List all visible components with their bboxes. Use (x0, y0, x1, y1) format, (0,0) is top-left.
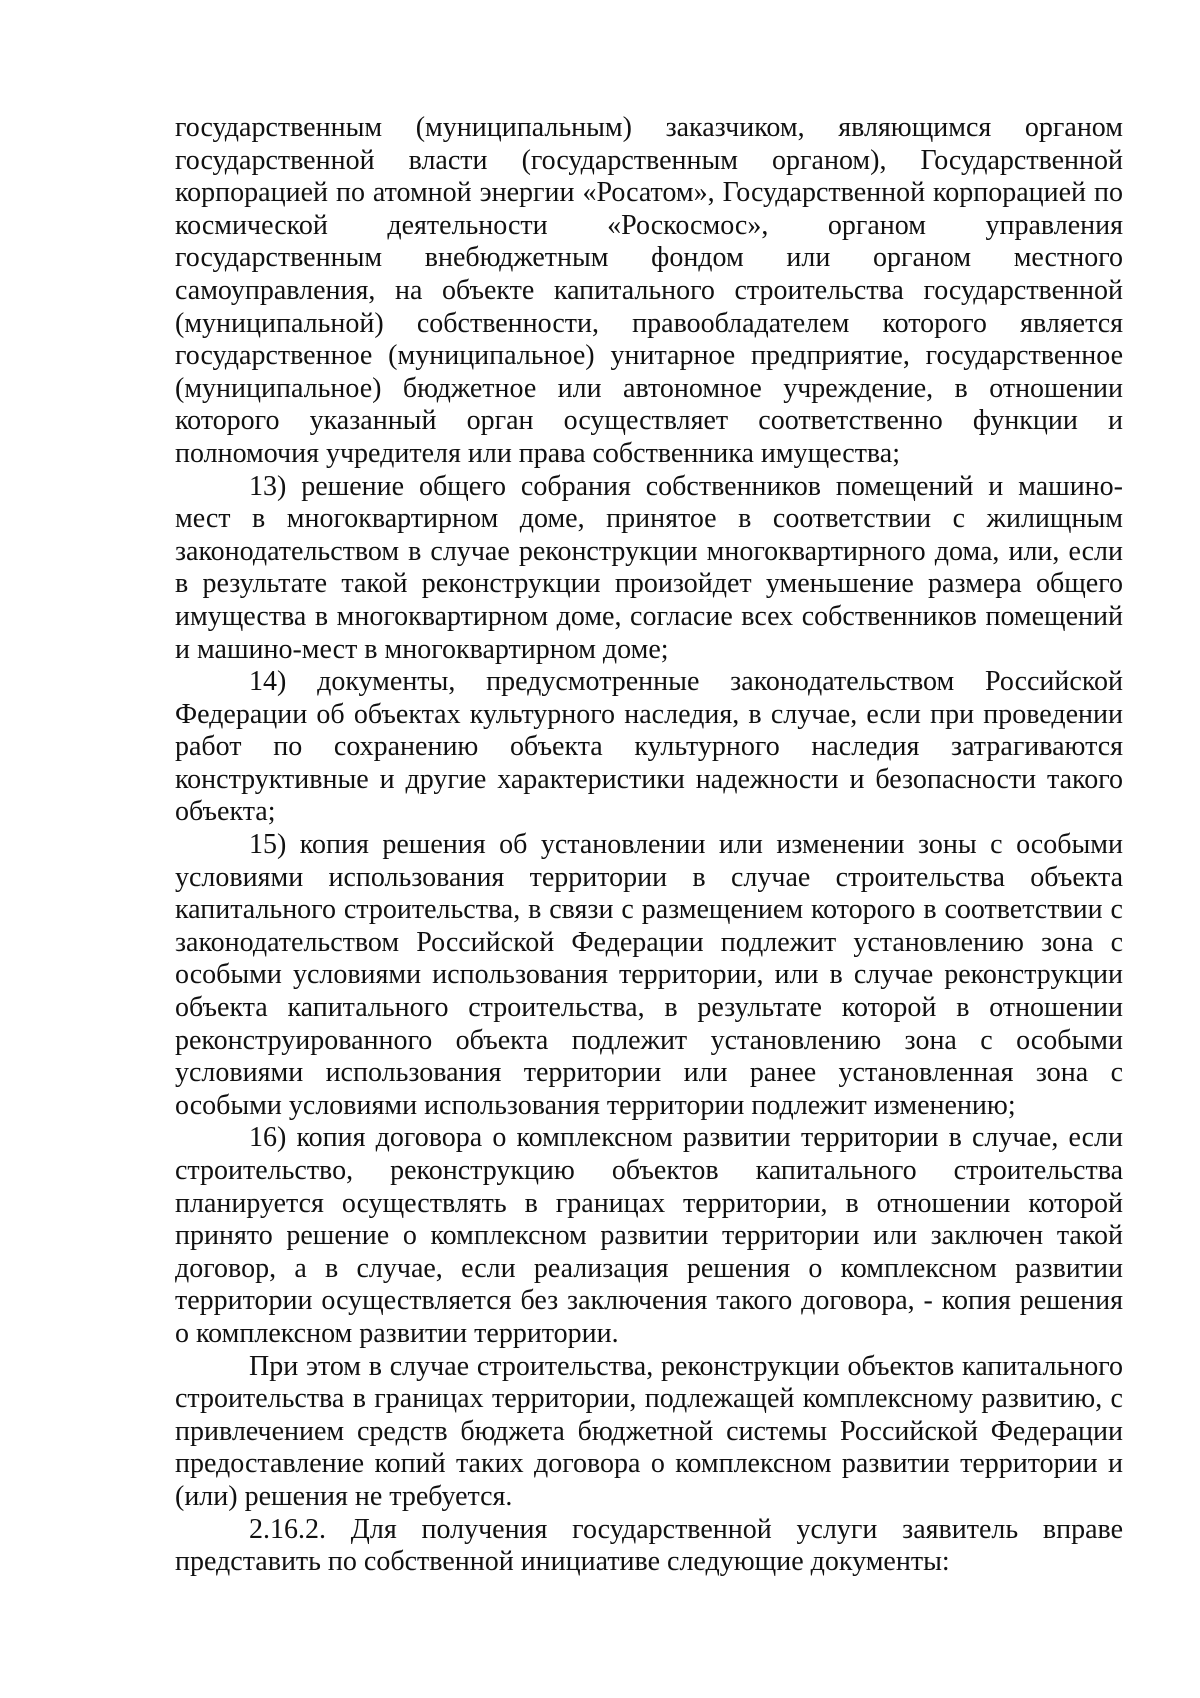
paragraph-item-14: 14) документы, предусмотренные законодательством Российской Федерации об объектах культурного наследия, в случае, если при проведении работ по сохранению объекта культурного наследия затрагиваются конструктивные и другие характеристики надежности и безопасности такого объекта; (175, 666, 1123, 828)
paragraph-item-16: 16) копия договора о комплексном развитии территории в случае, если строительство, реконструкцию объектов капитального строительства планируется осуществлять в границах территории, в отношении которой принято решение о комплексном развитии территории или заключен такой договор, а в случае, если реализация решения о комплексном развитии территории осуществляется без заключения такого договора, - копия решения о комплексном развитии территории. (175, 1122, 1123, 1349)
paragraph-note: При этом в случае строительства, реконструкции объектов капитального строительства в границах территории, подлежащей комплексному развитию, с привлечением средств бюджета бюджетной системы Российской Федерации предоставление копий таких договора о комплексном развитии территории и (или) решения не требуется. (175, 1350, 1123, 1512)
paragraph-section-2-16-2: 2.16.2. Для получения государственной услуги заявитель вправе представить по собственной инициативе следующие документы: (175, 1513, 1123, 1578)
paragraph-continuation: государственным (муниципальным) заказчиком, являющимся органом государственной власти (государственным органом), Государственной корпорацией по атомной энергии «Росатом», Государственной корпорацией по космической деятельности «Роскосмос», органом управления государственным внебюджетным фондом или органом местного самоуправления, на объекте капитального строительства государственной (муниципальной) собственности, правообладателем которого является государственное (муниципальное) унитарное предприятие, государственное (муниципальное) бюджетное или автономное учреждение, в отношении которого указанный орган осуществляет соответственно функции и полномочия учредителя или права собственника имущества; (175, 112, 1123, 469)
paragraph-item-13: 13) решение общего собрания собственников помещений и машино-мест в многоквартирном доме, принятое в соответствии с жилищным законодательством в случае реконструкции многоквартирного дома, или, если в результате такой реконструкции произойдет уменьшение размера общего имущества в многоквартирном доме, согласие всех собственников помещений и машино-мест в многоквартирном доме; (175, 470, 1123, 665)
paragraph-item-15: 15) копия решения об установлении или изменении зоны с особыми условиями использования территории в случае строительства объекта капитального строительства, в связи с размещением которого в соответствии с законодательством Российской Федерации подлежит установлению зона с особыми условиями использования территории, или в случае реконструкции объекта капитального строительства, в результате которой в отношении реконструированного объекта подлежит установлению зона с особыми условиями использования территории или ранее установленная зона с особыми условиями использования территории подлежит изменению; (175, 829, 1123, 1121)
document-body (175, 112, 1123, 1579)
